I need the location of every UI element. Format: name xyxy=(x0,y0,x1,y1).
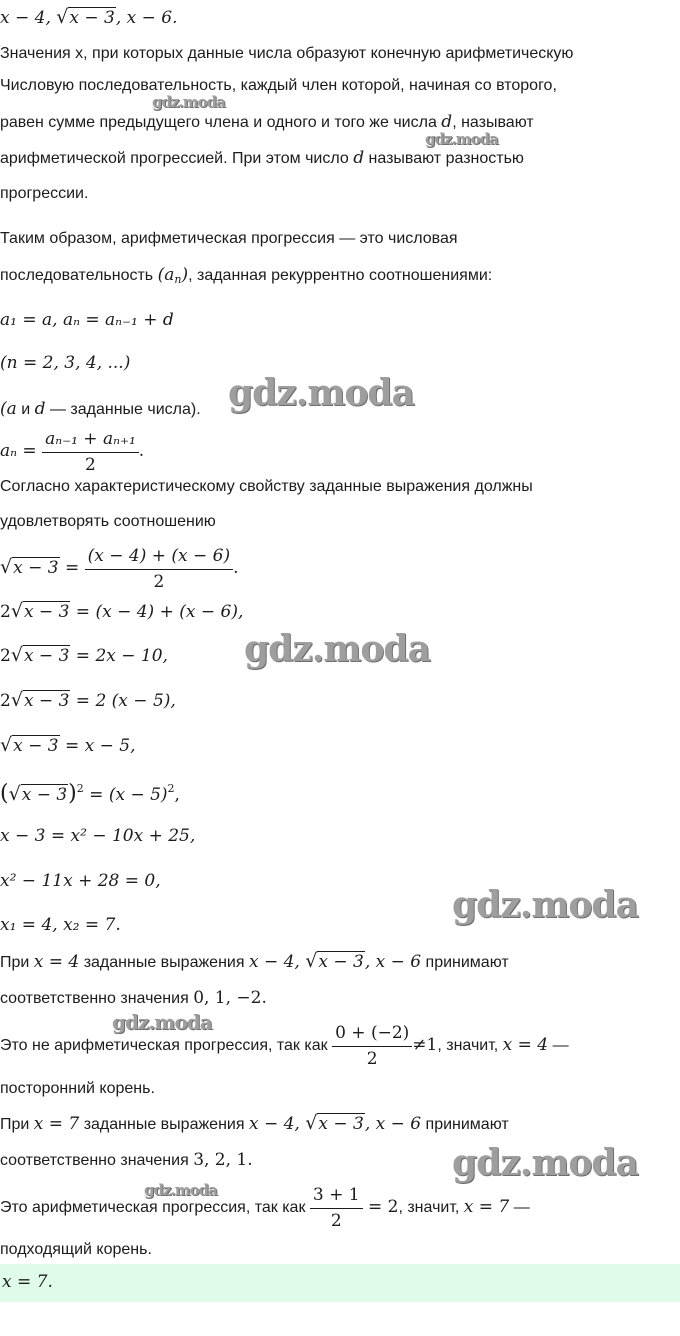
math-rest: = (x − 5) xyxy=(83,785,168,805)
sqrt-expr: √x − 3 xyxy=(0,734,59,756)
sqrt-arg: x − 3 xyxy=(69,8,115,28)
equation-2 xyxy=(0,600,243,624)
math-val: x = 7 xyxy=(463,1197,510,1218)
watermark-logo: gdz.moda xyxy=(244,628,430,670)
characteristic-formula xyxy=(0,428,144,476)
text: Это не арифметическая прогрессия, так как xyxy=(0,1037,333,1055)
sqrt-expr: √x − 3 xyxy=(10,644,70,666)
sqrt-arg: x − 3 xyxy=(13,736,59,756)
math-expr: x − 4, xyxy=(248,1114,306,1134)
text: При xyxy=(0,1116,34,1133)
equation-8: x² − 11x + 28 = 0, xyxy=(0,871,161,891)
numerator: (x − 4) + (x − 6) xyxy=(85,545,234,570)
math-rest: = x − 5, xyxy=(59,736,136,756)
denominator: 2 xyxy=(330,1211,342,1231)
watermark-logo: gdz.moda xyxy=(112,1010,212,1034)
text: называют разностью xyxy=(364,150,524,167)
text: = xyxy=(59,558,85,579)
paren: ( xyxy=(0,781,9,806)
text: При xyxy=(0,954,34,971)
recurrence-formula: a₁ = a, aₙ = aₙ₋₁ + d xyxy=(0,310,174,330)
exponent: 2 xyxy=(167,782,175,795)
text: — заданные числа). xyxy=(45,401,201,418)
denominator: 2 xyxy=(366,1049,378,1069)
denominator: 2 xyxy=(153,572,165,592)
math-seq: (a xyxy=(157,265,175,285)
text: равен сумме предыдущего члена и одного и того же числа xyxy=(0,114,442,131)
math-expr: , x − 6 xyxy=(364,1114,422,1134)
check-x4-line-3 xyxy=(0,1022,569,1070)
def-line-5: прогрессии. xyxy=(0,185,89,202)
paren: ) xyxy=(68,781,77,806)
check-x7-line-3 xyxy=(0,1184,530,1232)
roots: x₁ = 4, x₂ = 7. xyxy=(0,915,121,935)
math-rest: = 2 (x − 5), xyxy=(70,691,176,711)
given-numbers-note xyxy=(0,398,201,421)
text: , значит, xyxy=(398,1199,464,1217)
math-vals: 3, 2, 1. xyxy=(193,1150,253,1170)
equation-7: x − 3 = x² − 10x + 25, xyxy=(0,826,196,846)
equation-1 xyxy=(0,545,239,593)
text: . xyxy=(138,441,145,462)
equation-4 xyxy=(0,689,176,713)
numerator: 3 + 1 xyxy=(310,1184,363,1209)
math-rest: = (x − 4) + (x − 6), xyxy=(70,602,244,622)
sqrt-arg: x − 3 xyxy=(318,952,364,972)
sqrt-arg: x − 3 xyxy=(23,646,70,666)
text: , называют xyxy=(452,114,534,131)
watermark-logo: gdz.moda xyxy=(152,93,225,111)
expressions-line xyxy=(0,6,178,30)
check-x4-line-1 xyxy=(0,950,509,974)
sqrt-expr: √x − 3 xyxy=(56,6,115,28)
sqrt-arg: x − 3 xyxy=(23,691,70,711)
numerator: aₙ₋₁ + aₙ₊₁ xyxy=(42,428,139,453)
char-line-1: Согласно характеристическому свойству заданные выражения должны xyxy=(0,478,533,495)
equation-5 xyxy=(0,734,136,758)
sqrt-expr: √x − 3 xyxy=(10,689,70,711)
math-var: (a xyxy=(0,399,17,419)
sqrt-expr: √x − 3 xyxy=(305,1112,364,1134)
text: , xyxy=(174,785,180,805)
expr-text: , x − 6. xyxy=(115,8,178,28)
sqrt-arg: x − 3 xyxy=(13,558,59,579)
text: , заданная рекуррентно соотношениями: xyxy=(188,267,493,284)
check-x4-line-4: посторонний корень. xyxy=(0,1080,155,1097)
para2-line-2 xyxy=(0,264,492,291)
def-line-2: Числовую последовательность, каждый член которой, начиная со второго, xyxy=(0,77,557,94)
check-x7-line-4: подходящий корень. xyxy=(0,1241,152,1258)
math-var: d xyxy=(441,112,453,132)
numerator: 0 + (−2) xyxy=(332,1022,412,1047)
text: соответственно значения xyxy=(0,990,194,1007)
coef: 2 xyxy=(0,646,11,666)
answer-box xyxy=(0,1264,680,1302)
sqrt-arg: x − 3 xyxy=(23,602,70,622)
math-rest: = 2x − 10, xyxy=(70,646,168,666)
text: принимают xyxy=(421,954,509,971)
sqrt-expr: √x − 3 xyxy=(0,556,59,579)
watermark-logo: gdz.moda xyxy=(452,884,638,926)
sqrt-expr: √x − 3 xyxy=(305,950,364,972)
text: заданные выражения xyxy=(79,954,249,971)
sqrt-expr: √x − 3 xyxy=(8,783,68,805)
text: заданные выражения xyxy=(79,1116,249,1133)
fraction xyxy=(332,1022,412,1070)
expr-text: x − 4, xyxy=(0,8,57,28)
math-val: x = 7 xyxy=(33,1114,80,1134)
not-equal: ≠1 xyxy=(412,1035,438,1056)
text: — xyxy=(509,1199,530,1217)
para2-line-1: Таким образом, арифметическая прогрессия — это числовая xyxy=(0,230,458,247)
equation-6 xyxy=(0,778,180,807)
math-sub: n xyxy=(174,273,182,286)
coef: 2 xyxy=(0,691,11,711)
text: Это арифметическая прогрессия, так как xyxy=(0,1199,310,1217)
answer-text: x = 7. xyxy=(2,1272,53,1292)
text: арифметической прогрессией. При этом число xyxy=(0,150,354,167)
fraction xyxy=(42,428,139,476)
text: , значит, xyxy=(437,1037,503,1055)
math-close: ) xyxy=(181,265,189,285)
math-vals: 0, 1, −2. xyxy=(193,988,267,1008)
watermark-logo: gdz.moda xyxy=(452,1142,638,1184)
math-var: d xyxy=(34,399,46,419)
check-x7-line-1 xyxy=(0,1112,509,1136)
def-line-1: Значения x, при которых данные числа образуют конечную арифметическую xyxy=(0,45,574,62)
check-x7-line-2 xyxy=(0,1149,253,1172)
char-line-2: удовлетворять соотношению xyxy=(0,513,216,530)
text: . xyxy=(233,558,239,579)
text: принимают xyxy=(421,1116,509,1133)
sqrt-arg: x − 3 xyxy=(318,1114,364,1134)
check-x4-line-2 xyxy=(0,987,267,1010)
denominator: 2 xyxy=(85,455,96,475)
math-var: d xyxy=(353,148,365,168)
fraction xyxy=(85,545,234,593)
watermark-logo: gdz.moda xyxy=(228,372,414,414)
sqrt-expr: √x − 3 xyxy=(10,600,70,622)
text: соответственно значения xyxy=(0,1152,194,1169)
exponent: 2 xyxy=(76,782,84,795)
index-range: (n = 2, 3, 4, ...) xyxy=(0,353,131,373)
math-expr: x − 4, xyxy=(248,952,306,972)
fraction xyxy=(310,1184,363,1232)
math-eq: = 2 xyxy=(362,1197,399,1218)
text: — xyxy=(548,1037,569,1055)
math-val: x = 4 xyxy=(33,952,80,972)
text: и xyxy=(16,401,35,418)
def-line-4 xyxy=(0,147,524,170)
sqrt-arg: x − 3 xyxy=(21,785,68,805)
math-lhs: aₙ = xyxy=(0,441,43,462)
math-val: x = 4 xyxy=(502,1035,549,1056)
text: последовательность xyxy=(0,267,158,284)
watermark-logo: gdz.moda xyxy=(425,130,498,148)
coef: 2 xyxy=(0,602,11,622)
watermark-logo: gdz.moda xyxy=(144,1181,217,1199)
math-expr: , x − 6 xyxy=(364,952,422,972)
equation-3 xyxy=(0,644,168,668)
